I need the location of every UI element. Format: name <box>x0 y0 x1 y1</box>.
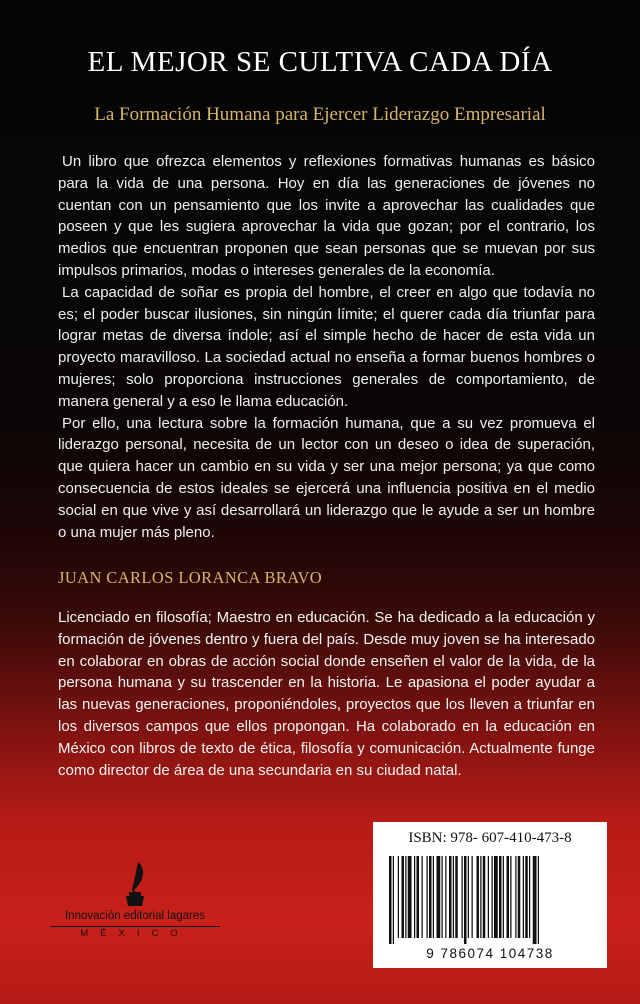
barcode-bar <box>533 856 537 944</box>
barcode-bar <box>389 856 392 944</box>
book-subtitle: La Formación Humana para Ejercer Liderazgo Empresarial <box>94 104 546 125</box>
isbn-label: ISBN: 978- 607-410-473-8 <box>408 830 572 846</box>
barcode-number: 9 786074 104738 <box>426 946 554 961</box>
barcode-bar <box>468 856 469 938</box>
barcode-bar <box>515 856 516 938</box>
barcode-bar <box>518 856 521 938</box>
isbn-barcode-box <box>373 822 607 968</box>
barcode-bar <box>405 856 406 938</box>
barcode-bar <box>445 856 446 938</box>
barcode-bar <box>393 856 394 944</box>
barcode-bar <box>477 856 480 938</box>
barcode-bar <box>529 856 530 938</box>
quill-inkwell-icon <box>120 860 150 910</box>
barcode-bar <box>429 856 432 938</box>
barcode-bar <box>398 856 399 938</box>
barcode-bar <box>523 856 524 938</box>
barcode-bar <box>525 856 528 938</box>
barcode-bar <box>449 856 452 938</box>
barcode-bar <box>472 856 473 938</box>
barcode-bar <box>455 856 458 938</box>
barcode-bar <box>464 856 467 944</box>
barcode-bar <box>408 856 412 938</box>
barcode-bar <box>510 856 511 938</box>
barcode-bar <box>453 856 454 938</box>
barcode-bar <box>503 856 504 938</box>
barcode-bar <box>427 856 428 938</box>
author-bio: Licenciado en filosofía; Maestro en educación. Se ha dedicado a la educación y formación de jóvenes dentro y fuera del país. Desde muy joven se ha interesado en colaborar en obras de acción social donde enseñen el valor de la vida, de la persona humana y su trascender en la historia. Le apasiona el poder ayudar a las nuevas generaciones, proponiéndoles, proyectos que los lleven a triunfar en los diversos campos que ellos propongan. Ha colaborado en la educación en México con libros de texto de ética, filosofía y comunicación. Actualmente funge como director de área de una secundaria en su ciudad natal. <box>58 609 595 779</box>
barcode-bar <box>437 856 441 938</box>
barcode-bar <box>442 856 443 938</box>
synopsis-paragraph: Un libro que ofrezca elementos y reflexiones formativas humanas es básico para la vida de una persona. Hoy en día las generaciones de jóvenes no cuentan con un pensamiento que los invite a aprovechar las cualidades que poseen y que les sugiera aprovechar la vida que gozan; por el contrario, los medios que encuentran proponen que sean personas que se muevan por sus impulsos primarios, modas o intereses generales de la economía. <box>58 153 595 279</box>
book-title: EL MEJOR SE CULTIVA CADA DÍA <box>87 46 553 78</box>
barcode-bar <box>483 856 486 938</box>
synopsis <box>58 151 595 543</box>
barcode-bar <box>538 856 539 944</box>
publisher-country: MÉXICO <box>50 926 220 939</box>
author-name: JUAN CARLOS LORANCA BRAVO <box>58 568 323 587</box>
barcode-bar <box>507 856 510 938</box>
barcode-bar <box>402 856 405 938</box>
publisher-logo <box>50 860 220 940</box>
barcode-bar <box>492 856 493 938</box>
barcode-bar <box>462 856 463 938</box>
barcode-bar <box>417 856 420 938</box>
barcode <box>385 856 595 944</box>
barcode-bar <box>414 856 415 938</box>
barcode-bar <box>480 856 481 938</box>
barcode-bar <box>488 856 489 938</box>
barcode-bar <box>494 856 498 938</box>
synopsis-paragraph: La capacidad de soñar es propia del hombre, el creer en algo que todavía no es; el poder buscar ilusiones, sin ningún límite; el querer cada día triunfar para lograr metas de diversa índole; así el simple hecho de hacer de esta vida un proyecto maravilloso. La sociedad actual no enseña a formar buenos hombres o mujeres; solo proporciona instrucciones generales de comportamiento, de manera general y a eso le llama educación. <box>58 283 595 410</box>
publisher-name: Innovación editorial lagares <box>64 910 205 922</box>
barcode-bar <box>422 856 423 938</box>
synopsis-paragraph: Por ello, una lectura sobre la formación humana, que a su vez promueva el liderazgo personal, necesita de un lector con un deseo o idea de superación, que quiera hacer un cambio en su vida y ser una mejor persona; ya que como consecuencia de estos ideales se ejercerá una influencia positiva en el medio social en que vive y así desarrollará un liderazgo que le ayude a ser un hombre o una mujer más pleno. <box>58 414 595 541</box>
barcode-bar <box>433 856 434 938</box>
barcode-bar <box>499 856 502 938</box>
